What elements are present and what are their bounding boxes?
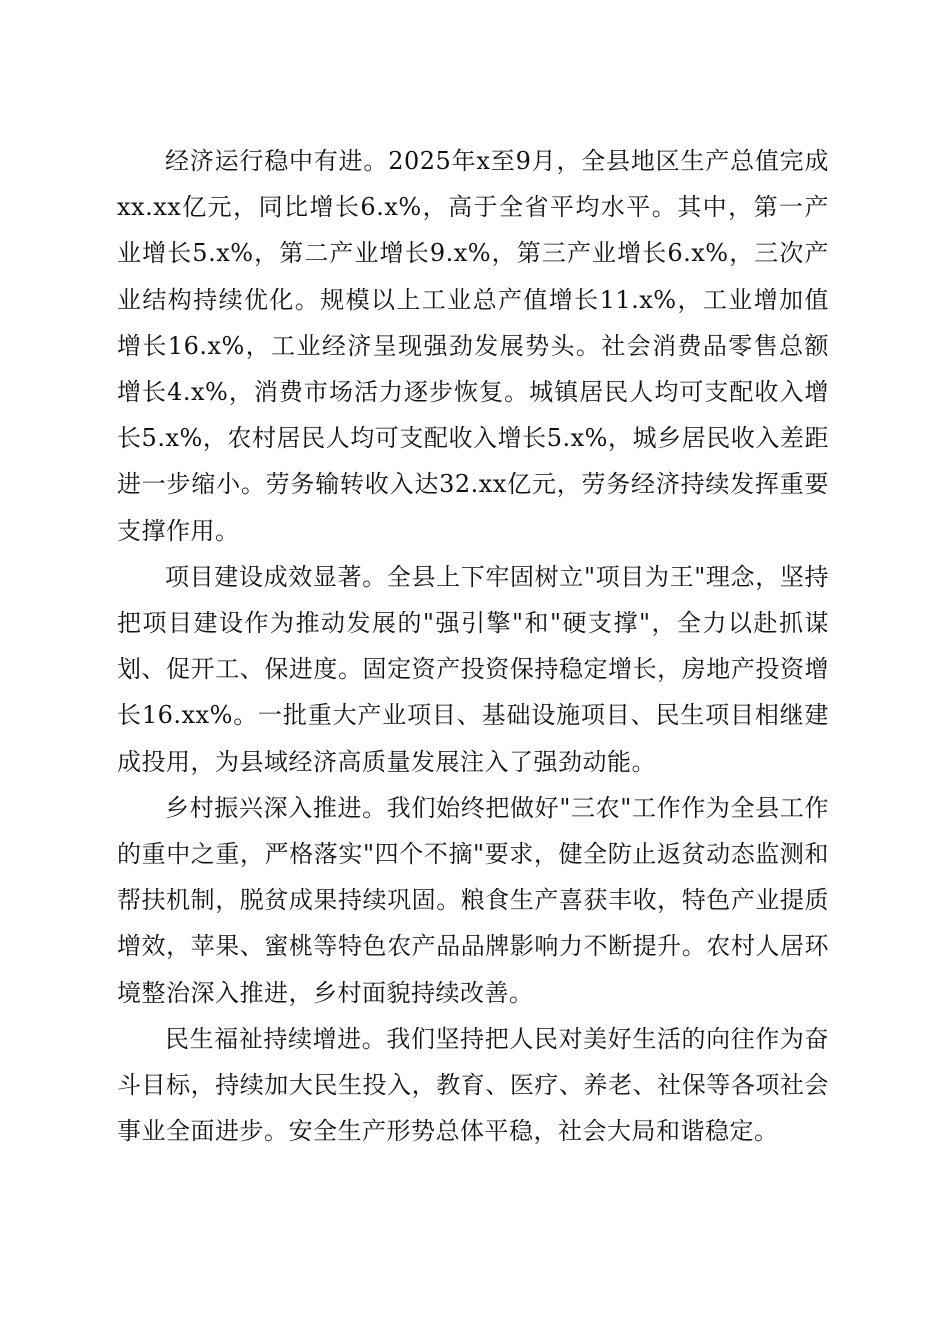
paragraph-livelihood: 民生福祉持续增进。我们坚持把人民对美好生活的向往作为奋斗目标，持续加大民生投入，教育、医疗、养老、社保等各项社会事业全面进步。安全生产形势总体平稳，社会大局和谐稳定。 — [117, 1024, 829, 1146]
paragraph-projects: 项目建设成效显著。全县上下牢固树立"项目为王"理念，坚持把项目建设作为推动发展的"强引擎"和"硬支撑"，全力以赴抓谋划、促开工、保进度。固定资产投资保持稳定增长，房地产投资增长16.xx%。一批重大产业项目、基础设施项目、民生项目相继建成投用，为县域经济高质量发展注入了强劲动能。 — [117, 562, 829, 776]
document-body — [117, 138, 829, 1154]
paragraph-economy: 经济运行稳中有进。2025年x至9月，全县地区生产总值完成xx.xx亿元，同比增长6.x%，高于全省平均水平。其中，第一产业增长5.x%，第二产业增长9.x%，第三产业增长6.x%，三次产业结构持续优化。规模以上工业总产值增长11.x%，工业增加值增长16.x%，工业经济呈现强劲发展势头。社会消费品零售总额增长4.x%，消费市场活力逐步恢复。城镇居民人均可支配收入增长5.x%，农村居民人均可支配收入增长5.x%，城乡居民收入差距进一步缩小。劳务输转收入达32.xx亿元，劳务经济持续发挥重要支撑作用。 — [117, 147, 829, 545]
paragraph-rural-revitalization: 乡村振兴深入推进。我们始终把做好"三农"工作作为全县工作的重中之重，严格落实"四个不摘"要求，健全防止返贫动态监测和帮扶机制，脱贫成果持续巩固。粮食生产喜获丰收，特色产业提质增效，苹果、蜜桃等特色农产品品牌影响力不断提升。农村人居环境整治深入推进，乡村面貌持续改善。 — [117, 793, 829, 1007]
